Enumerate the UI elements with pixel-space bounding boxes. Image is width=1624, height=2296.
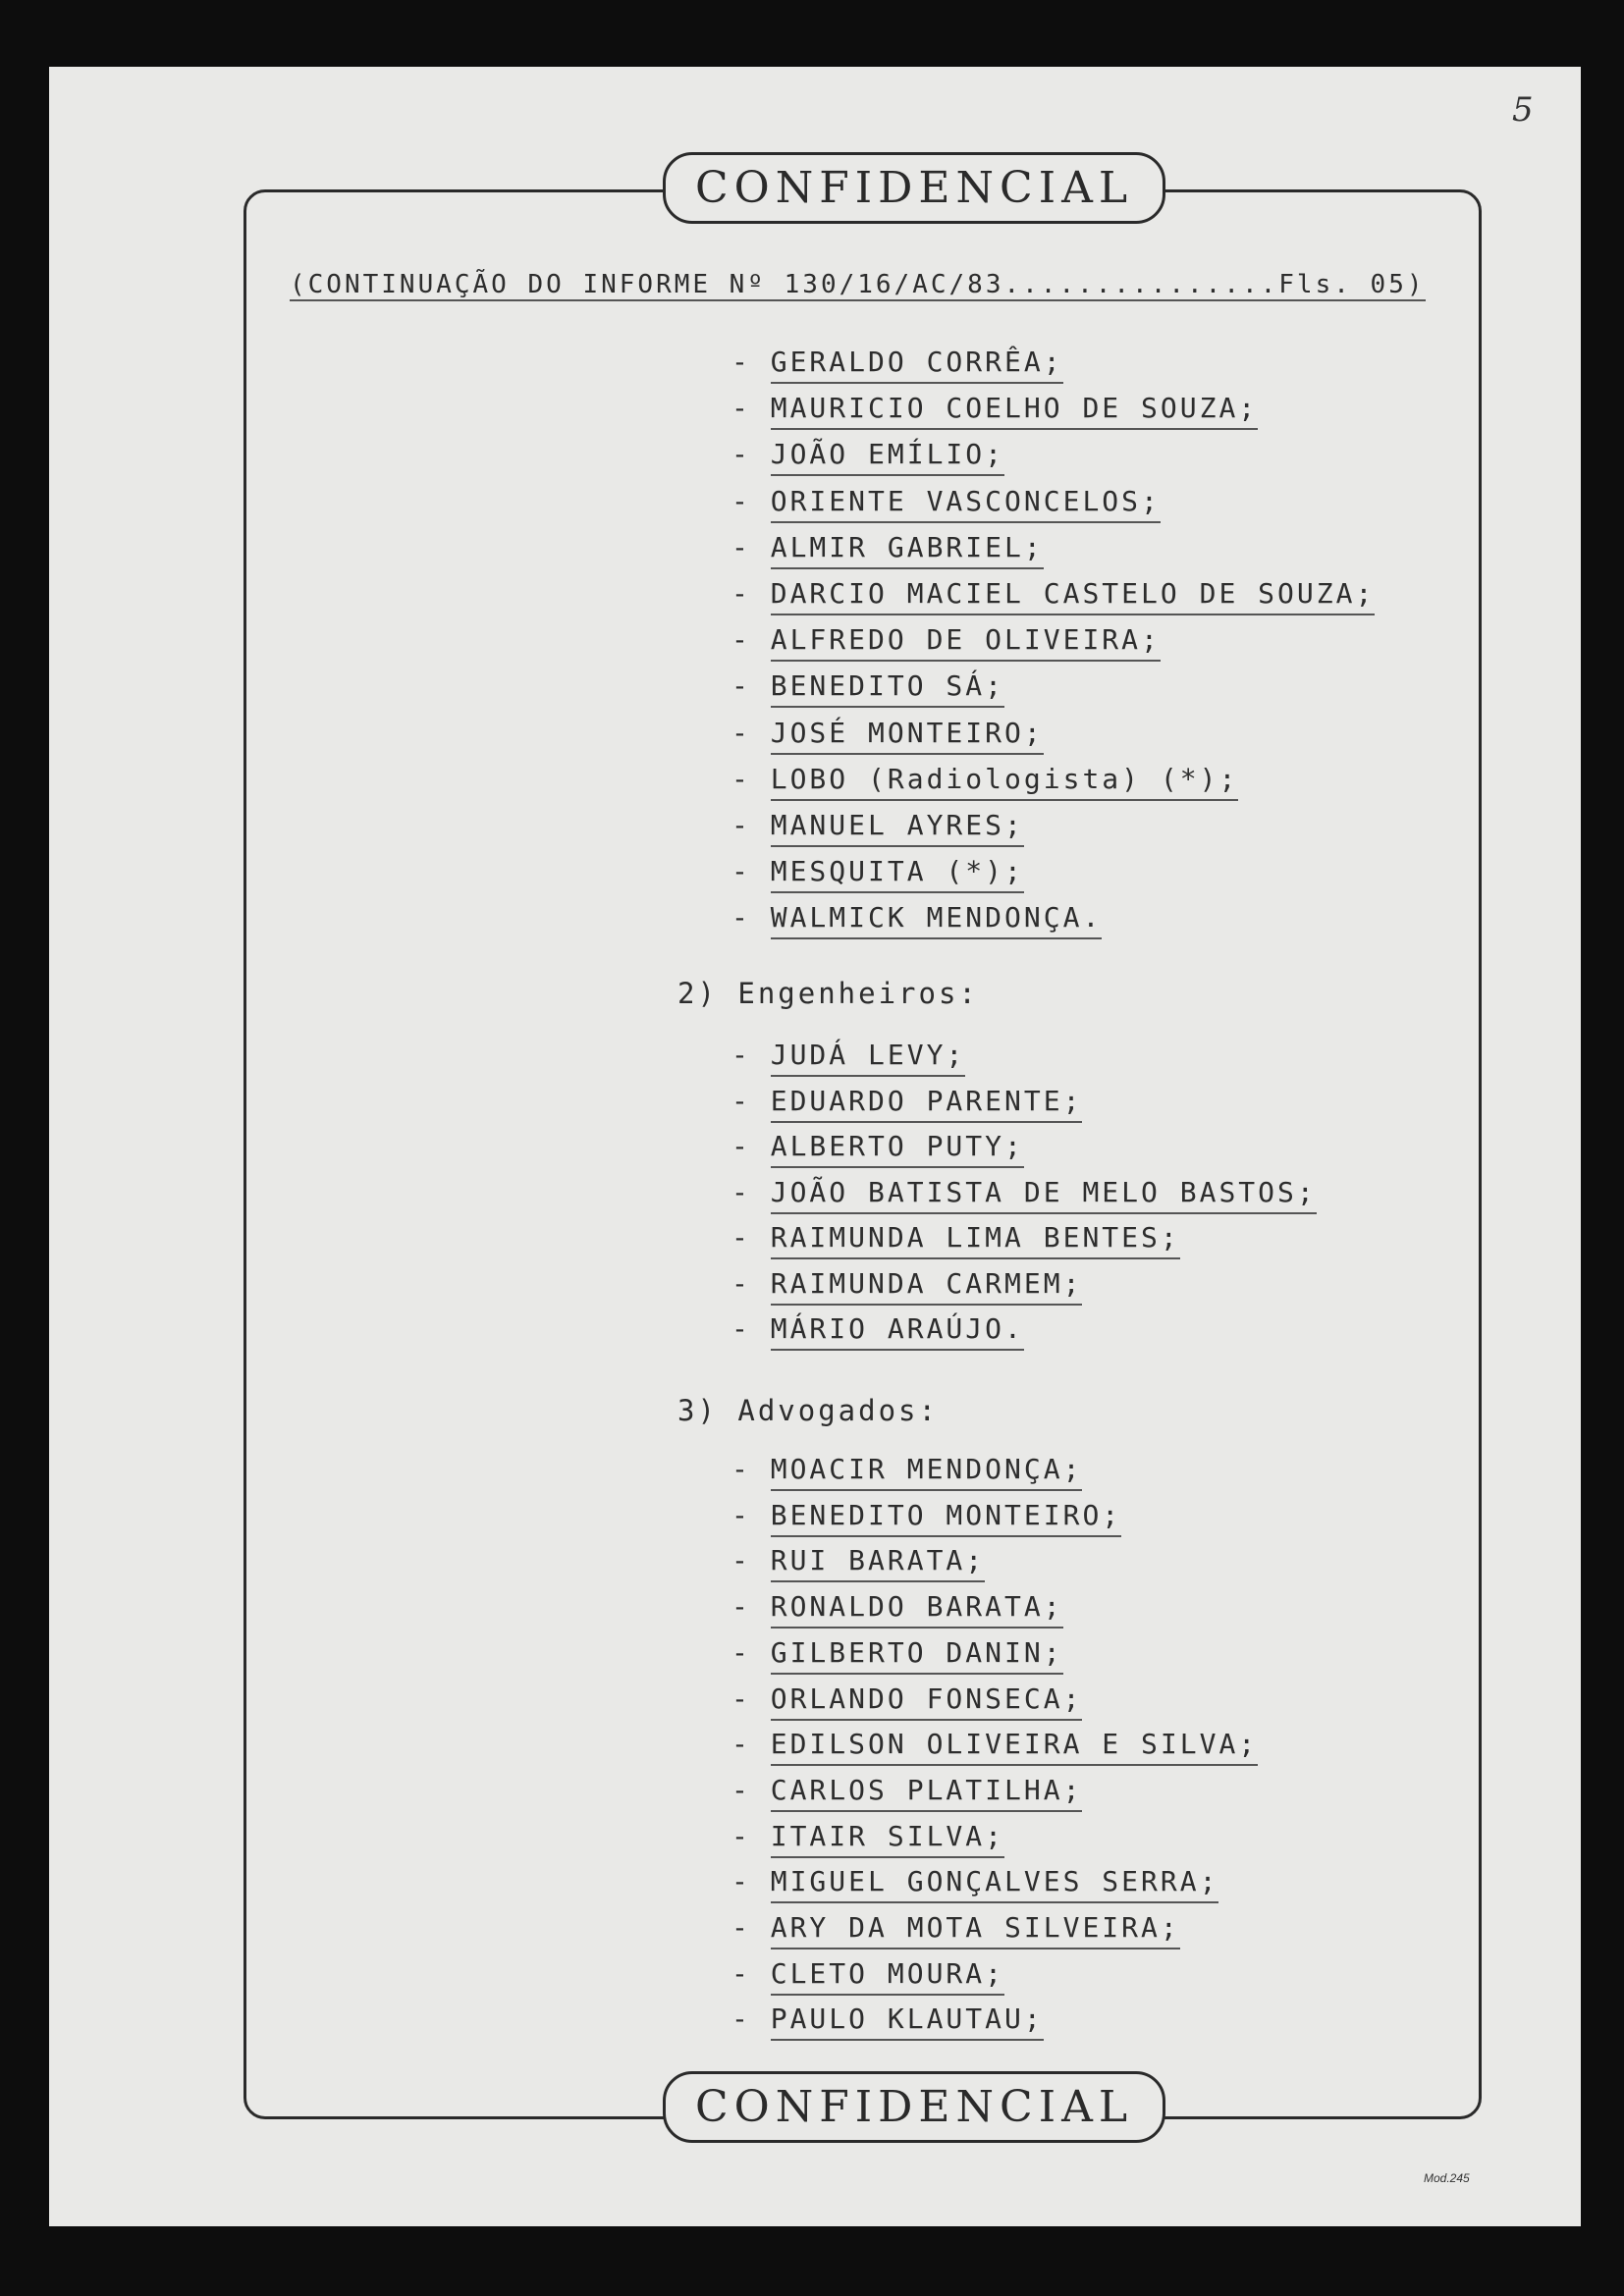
list-item <box>731 1453 1082 1485</box>
list-dash: - <box>731 1911 751 1944</box>
list-item <box>731 669 1004 702</box>
list-item-name: MANUEL AYRES; <box>771 809 1024 847</box>
list-item <box>731 346 1063 378</box>
list-item-name: ALFREDO DE OLIVEIRA; <box>771 623 1161 662</box>
list-item <box>731 1085 1082 1117</box>
list-item <box>731 901 1102 934</box>
list-item <box>731 717 1044 749</box>
list-item-name: RUI BARATA; <box>771 1544 985 1582</box>
list-item <box>731 485 1161 517</box>
list-item <box>731 438 1004 470</box>
list-item <box>731 392 1258 424</box>
list-dash: - <box>731 1956 751 1990</box>
list-item-name: MESQUITA (*); <box>771 855 1024 893</box>
list-item <box>731 763 1238 795</box>
list-item-name: MAURICIO COELHO DE SOUZA; <box>771 392 1258 430</box>
list-dash: - <box>731 1682 751 1715</box>
list-item-name: ALMIR GABRIEL; <box>771 531 1044 569</box>
list-dash: - <box>731 809 751 841</box>
document-header <box>290 270 1426 299</box>
list-dash: - <box>731 716 751 749</box>
list-item <box>731 1176 1317 1208</box>
list-item-name: MOACIR MENDONÇA; <box>771 1453 1083 1491</box>
list-item <box>731 1312 1024 1345</box>
list-dash: - <box>731 669 751 703</box>
list-item-name: PAULO KLAUTAU; <box>771 2002 1044 2041</box>
list-dash: - <box>731 392 751 425</box>
list-item <box>731 1221 1180 1254</box>
page-number: 5 <box>1512 90 1534 130</box>
list-item <box>731 1636 1063 1669</box>
list-dash: - <box>731 1590 751 1624</box>
list-dash: - <box>731 346 751 378</box>
section-lawyers: 3) Advogados: <box>677 1394 939 1427</box>
list-item <box>731 1911 1180 1944</box>
list-item-name: ITAIR SILVA; <box>771 1820 1004 1858</box>
list-dash: - <box>731 1130 751 1162</box>
list-item-name: MÁRIO ARAÚJO. <box>771 1312 1024 1351</box>
list-dash: - <box>731 1084 751 1117</box>
list-dash: - <box>731 438 751 471</box>
list-item-name: LOBO (Radiologista) (*); <box>771 763 1239 801</box>
list-dash: - <box>731 1819 751 1852</box>
form-code: Mod.245 <box>1424 2171 1470 2185</box>
list-item <box>731 1865 1218 1897</box>
list-item-name: GILBERTO DANIN; <box>771 1636 1063 1675</box>
list-item <box>731 623 1161 656</box>
list-dash: - <box>731 577 751 610</box>
section-engineers: 2) Engenheiros: <box>677 977 979 1010</box>
list-dash: - <box>731 1865 751 1898</box>
list-item-name: BENEDITO MONTEIRO; <box>771 1499 1121 1537</box>
list-item <box>731 1957 1004 1990</box>
list-item <box>731 531 1044 563</box>
list-item-name: RAIMUNDA CARMEM; <box>771 1267 1083 1306</box>
list-dash: - <box>731 484 751 517</box>
list-item <box>731 1590 1063 1623</box>
list-item-name: GERALDO CORRÊA; <box>771 346 1063 384</box>
list-item-name: RONALDO BARATA; <box>771 1590 1063 1629</box>
list-item-name: JUDÁ LEVY; <box>771 1039 966 1077</box>
list-dash: - <box>731 762 751 795</box>
list-item <box>731 1039 965 1071</box>
list-item-name: JOÃO EMÍLIO; <box>771 438 1004 476</box>
list-dash: - <box>731 1635 751 1669</box>
list-item-name: WALMICK MENDONÇA. <box>771 901 1103 939</box>
list-dash: - <box>731 901 751 934</box>
list-item-name: JOSÉ MONTEIRO; <box>771 717 1044 755</box>
list-dash: - <box>731 1221 751 1254</box>
list-item-name: CLETO MOURA; <box>771 1957 1004 1996</box>
list-item-name: RAIMUNDA LIMA BENTES; <box>771 1221 1180 1259</box>
list-dash: - <box>731 1266 751 1300</box>
list-item-name: ORIENTE VASCONCELOS; <box>771 485 1161 523</box>
list-item-name: CARLOS PLATILHA; <box>771 1774 1083 1812</box>
list-item <box>731 577 1375 610</box>
list-item <box>731 1499 1121 1531</box>
list-item-name: ARY DA MOTA SILVEIRA; <box>771 1911 1180 1949</box>
list-item <box>731 1682 1082 1715</box>
list-item-name: BENEDITO SÁ; <box>771 669 1004 708</box>
list-dash: - <box>731 1175 751 1208</box>
list-dash: - <box>731 1544 751 1577</box>
list-item <box>731 809 1024 841</box>
confidential-stamp-bottom: CONFIDENCIAL <box>663 2071 1165 2143</box>
list-item-name: ALBERTO PUTY; <box>771 1130 1024 1168</box>
list-dash: - <box>731 1773 751 1806</box>
header-text: (CONTINUAÇÃO DO INFORME Nº 130/16/AC/83...............Fls. 05) <box>290 270 1426 299</box>
confidential-stamp-top: CONFIDENCIAL <box>663 152 1165 224</box>
list-dash: - <box>731 2002 751 2036</box>
list-item <box>731 1130 1024 1162</box>
list-item-name: EDUARDO PARENTE; <box>771 1085 1083 1123</box>
list-dash: - <box>731 1728 751 1761</box>
list-item-name: EDILSON OLIVEIRA E SILVA; <box>771 1728 1258 1766</box>
list-dash: - <box>731 855 751 888</box>
list-item <box>731 855 1024 887</box>
list-item-name: ORLANDO FONSECA; <box>771 1682 1083 1721</box>
list-dash: - <box>731 1453 751 1485</box>
list-item <box>731 1774 1082 1806</box>
list-item-name: MIGUEL GONÇALVES SERRA; <box>771 1865 1219 1903</box>
list-item <box>731 1728 1258 1760</box>
list-item <box>731 1267 1082 1300</box>
list-item-name: JOÃO BATISTA DE MELO BASTOS; <box>771 1176 1317 1214</box>
list-item <box>731 2002 1044 2035</box>
list-dash: - <box>731 530 751 563</box>
list-dash: - <box>731 1039 751 1071</box>
list-dash: - <box>731 1312 751 1345</box>
list-item-name: DARCIO MACIEL CASTELO DE SOUZA; <box>771 577 1376 615</box>
list-dash: - <box>731 623 751 657</box>
list-dash: - <box>731 1498 751 1531</box>
list-item <box>731 1544 985 1576</box>
list-item <box>731 1820 1004 1852</box>
